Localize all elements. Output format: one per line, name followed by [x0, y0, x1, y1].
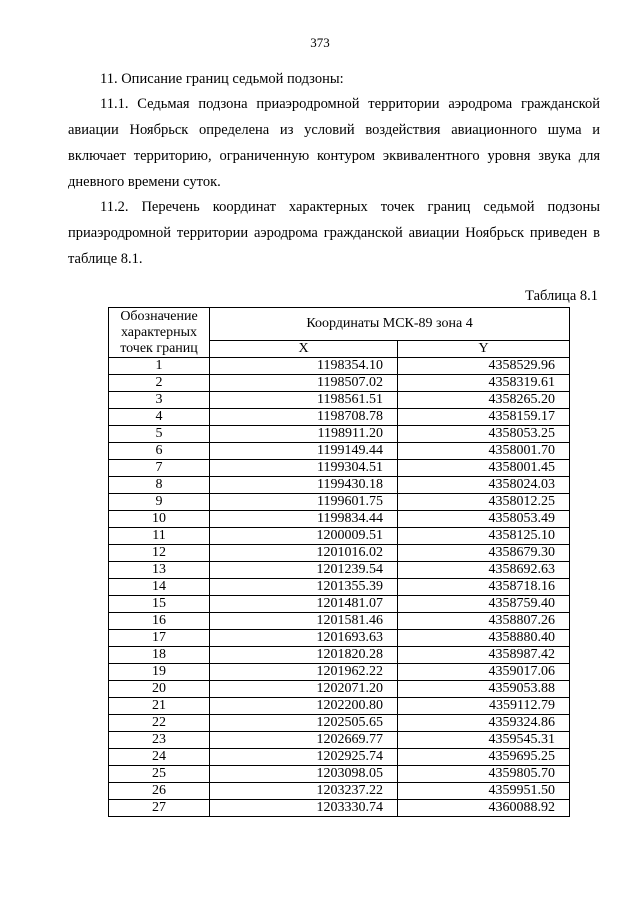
y-coordinate-cell: 4358159.17: [398, 409, 570, 426]
x-coordinate-cell: 1201016.02: [210, 545, 398, 562]
y-coordinate-cell: 4358807.26: [398, 613, 570, 630]
x-coordinate-cell: 1202925.74: [210, 749, 398, 766]
table-row: [109, 477, 570, 494]
y-coordinate-cell: 4359545.31: [398, 732, 570, 749]
table-row: [109, 732, 570, 749]
point-number-cell: 12: [109, 545, 210, 562]
point-number-cell: 11: [109, 528, 210, 545]
y-coordinate-cell: 4358718.16: [398, 579, 570, 596]
table-row: [109, 698, 570, 715]
y-coordinate-cell: 4358529.96: [398, 358, 570, 375]
point-number-cell: 22: [109, 715, 210, 732]
x-coordinate-cell: 1198911.20: [210, 426, 398, 443]
point-number-cell: 3: [109, 392, 210, 409]
x-coordinate-cell: 1203098.05: [210, 766, 398, 783]
point-number-cell: 8: [109, 477, 210, 494]
point-number-cell: 1: [109, 358, 210, 375]
y-coordinate-cell: 4359951.50: [398, 783, 570, 800]
x-coordinate-cell: 1202669.77: [210, 732, 398, 749]
table-row: [109, 630, 570, 647]
point-number-cell: 16: [109, 613, 210, 630]
header-x: X: [210, 341, 398, 358]
table-row: [109, 596, 570, 613]
header-y: Y: [398, 341, 570, 358]
y-coordinate-cell: 4359805.70: [398, 766, 570, 783]
table-row: [109, 511, 570, 528]
x-coordinate-cell: 1201820.28: [210, 647, 398, 664]
table-row: [109, 358, 570, 375]
table-body: [109, 358, 570, 817]
x-coordinate-cell: 1202505.65: [210, 715, 398, 732]
point-number-cell: 19: [109, 664, 210, 681]
x-coordinate-cell: 1199601.75: [210, 494, 398, 511]
x-coordinate-cell: 1198354.10: [210, 358, 398, 375]
table-row: [109, 766, 570, 783]
paragraph-11-1: 11.1. Седьмая подзона приаэродромной территории аэродрома гражданской авиации Ноябрьск определена из условий воздействия авиационного шума и включает территорию, ограниченную контуром эквивалентного уровня звука для дневного времени суток.: [68, 96, 600, 190]
point-number-cell: 27: [109, 800, 210, 817]
x-coordinate-cell: 1203237.22: [210, 783, 398, 800]
table-row: [109, 426, 570, 443]
table-row: [109, 443, 570, 460]
table-row: [109, 613, 570, 630]
point-number-cell: 18: [109, 647, 210, 664]
y-coordinate-cell: 4359324.86: [398, 715, 570, 732]
y-coordinate-cell: 4358001.70: [398, 443, 570, 460]
point-number-cell: 4: [109, 409, 210, 426]
point-number-cell: 21: [109, 698, 210, 715]
point-number-cell: 23: [109, 732, 210, 749]
x-coordinate-cell: 1202071.20: [210, 681, 398, 698]
table-row: [109, 375, 570, 392]
point-number-cell: 5: [109, 426, 210, 443]
table-label: Таблица 8.1: [525, 288, 598, 304]
y-coordinate-cell: 4358024.03: [398, 477, 570, 494]
x-coordinate-cell: 1203330.74: [210, 800, 398, 817]
y-coordinate-cell: 4358012.25: [398, 494, 570, 511]
table-row: [109, 409, 570, 426]
x-coordinate-cell: 1201481.07: [210, 596, 398, 613]
y-coordinate-cell: 4358692.63: [398, 562, 570, 579]
table-row: [109, 562, 570, 579]
y-coordinate-cell: 4359053.88: [398, 681, 570, 698]
paragraph-11-2: 11.2. Перечень координат характерных точек границ седьмой подзоны приаэродромной территории аэродрома гражданской авиации Ноябрьск приведен в таблице 8.1.: [68, 199, 600, 267]
x-coordinate-cell: 1199834.44: [210, 511, 398, 528]
y-coordinate-cell: 4358679.30: [398, 545, 570, 562]
x-coordinate-cell: 1198507.02: [210, 375, 398, 392]
point-number-cell: 15: [109, 596, 210, 613]
x-coordinate-cell: 1201239.54: [210, 562, 398, 579]
x-coordinate-cell: 1198708.78: [210, 409, 398, 426]
x-coordinate-cell: 1199304.51: [210, 460, 398, 477]
table-row: [109, 579, 570, 596]
point-number-cell: 6: [109, 443, 210, 460]
x-coordinate-cell: 1201693.63: [210, 630, 398, 647]
page-number: 373: [310, 35, 330, 50]
table-row: [109, 460, 570, 477]
point-number-cell: 13: [109, 562, 210, 579]
y-coordinate-cell: 4358265.20: [398, 392, 570, 409]
y-coordinate-cell: 4359017.06: [398, 664, 570, 681]
table-row: [109, 528, 570, 545]
x-coordinate-cell: 1198561.51: [210, 392, 398, 409]
table-row: [109, 749, 570, 766]
point-number-cell: 20: [109, 681, 210, 698]
point-number-cell: 9: [109, 494, 210, 511]
table-row: [109, 647, 570, 664]
point-number-cell: 26: [109, 783, 210, 800]
y-coordinate-cell: 4358053.25: [398, 426, 570, 443]
point-number-cell: 10: [109, 511, 210, 528]
table-row: [109, 715, 570, 732]
x-coordinate-cell: 1201355.39: [210, 579, 398, 596]
table-row: [109, 681, 570, 698]
x-coordinate-cell: 1201962.22: [210, 664, 398, 681]
point-number-cell: 25: [109, 766, 210, 783]
x-coordinate-cell: 1200009.51: [210, 528, 398, 545]
point-number-cell: 2: [109, 375, 210, 392]
table-row: [109, 545, 570, 562]
y-coordinate-cell: 4358125.10: [398, 528, 570, 545]
x-coordinate-cell: 1199149.44: [210, 443, 398, 460]
point-number-cell: 17: [109, 630, 210, 647]
y-coordinate-cell: 4358987.42: [398, 647, 570, 664]
y-coordinate-cell: 4358001.45: [398, 460, 570, 477]
y-coordinate-cell: 4359695.25: [398, 749, 570, 766]
y-coordinate-cell: 4358880.40: [398, 630, 570, 647]
table-row: [109, 664, 570, 681]
y-coordinate-cell: 4359112.79: [398, 698, 570, 715]
table-row: [109, 494, 570, 511]
x-coordinate-cell: 1202200.80: [210, 698, 398, 715]
point-number-cell: 7: [109, 460, 210, 477]
point-number-cell: 24: [109, 749, 210, 766]
table-row: [109, 392, 570, 409]
x-coordinate-cell: 1199430.18: [210, 477, 398, 494]
point-number-cell: 14: [109, 579, 210, 596]
table-row: [109, 800, 570, 817]
table-row: [109, 783, 570, 800]
header-point-designation: Обозначение характерных точек границ: [109, 308, 210, 358]
header-coordinates: Координаты МСК-89 зона 4: [210, 308, 570, 341]
x-coordinate-cell: 1201581.46: [210, 613, 398, 630]
y-coordinate-cell: 4358319.61: [398, 375, 570, 392]
y-coordinate-cell: 4358053.49: [398, 511, 570, 528]
section-heading: 11. Описание границ седьмой подзоны:: [100, 71, 344, 87]
coordinates-table: [108, 307, 570, 817]
y-coordinate-cell: 4360088.92: [398, 800, 570, 817]
y-coordinate-cell: 4358759.40: [398, 596, 570, 613]
